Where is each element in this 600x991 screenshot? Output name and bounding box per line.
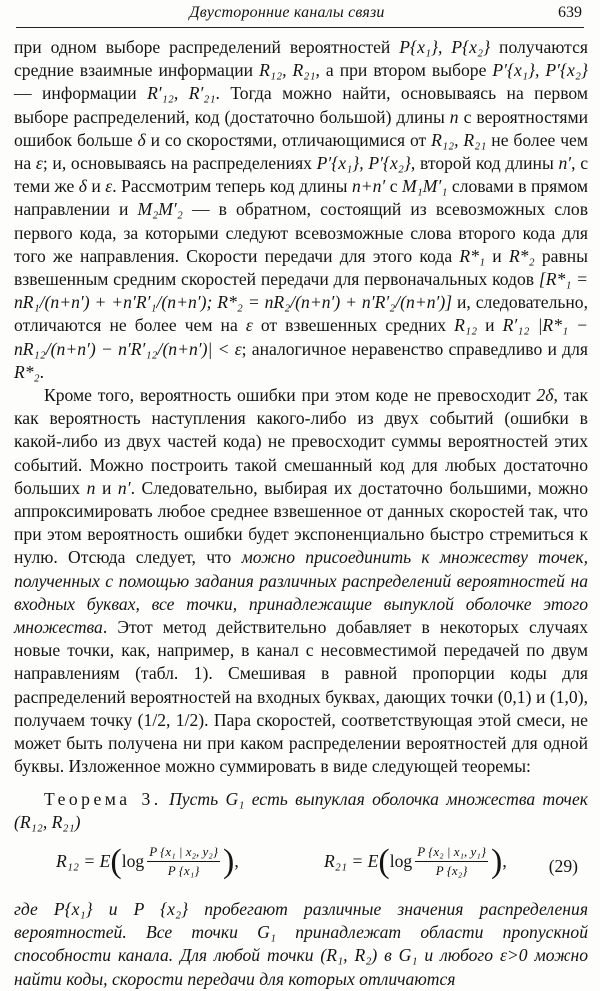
page-number: 639 <box>558 4 582 21</box>
equation-29 <box>14 840 588 890</box>
paragraph-2: Кроме того, вероятность ошибки при этом коде не превосходит 2δ, так как вероятность наступления какого-либо из двух событий (ошибки в какой-либо из двух частей кода) не превосходит суммы вероятностей этих событий. Можно построить такой смешанный код для любых достаточно больших n и n′. Следовательно, выбирая их достаточно большими, можно аппроксимировать любое среднее взвешенное от данных скоростей так, что при этом вероятность ошибки будет экспоненциально быстро стремиться к нулю. Отсюда следует, что можно присоединить к множеству точек, полученных с помощью задания различных распределений вероятностей на входных буквах, все точки, принадлежащие выпуклой оболочке этого множества. Этот метод действительно добавляет в некоторых случаях новые точки, как, например, в канал с несовместимой передачей по двум направлениям (табл. 1). Смешивая в равной пропорции коды для распределений вероятностей на входных буквах, дающих точки (0,1) и (1,0), получаем точку (1/2, 1/2). Пара скоростей, соответствующая этой смеси, не может быть получена ни при каком распределении вероятностей для одной буквы. Изложенное можно суммировать в виде следующей теоремы: <box>14 385 589 777</box>
fraction-r12: $\frac{\text{P \{x₁ | x₂, y₂\}}}{\text{P \{x₁\}}}$ <box>149 844 219 879</box>
equation-number: (29) <box>548 855 578 876</box>
formula-r12: R₁₂ = E ( log $\frac{\text{P \{x₁ | x₂, y₂\}}}{\text{P \{x₁\}}}$ ) , <box>56 842 239 880</box>
theorem-statement: Пусть G₁ есть выпуклая оболочка множества точек (R₁₂, R₂₁) <box>14 788 588 832</box>
theorem-label: Теорема 3. <box>44 788 162 809</box>
formula-r21: R₂₁ = E ( log $\frac{\text{P \{x₂ | x₁, y₁\}}}{\text{P \{x₂\}}}$ ) , <box>324 842 507 880</box>
theorem-3 <box>14 788 588 834</box>
body-text <box>14 36 588 991</box>
theorem-continuation: где P{x₁} и P {x₂} пробегают различные значения распределения вероятностей. Все точки G₁ принадлежат области пропускной способности канала. Для любой точки (R₁, R₂) в G₁ и любого ε>0 можно найти коды, скорости передачи для которых отличаются <box>14 898 588 989</box>
emphasized-statement: можно присоединить к множеству точек, полученных с помощью задания различных распределений вероятностей на входных буквах, все точки, принадлежащие выпуклой оболочке этого множества <box>14 547 589 638</box>
running-head-title: Двусторонние каналы связи <box>189 4 385 21</box>
fraction-r21: $\frac{\text{P \{x₂ | x₁, y₁\}}}{\text{P \{x₂\}}}$ <box>417 844 487 879</box>
running-head <box>16 0 584 28</box>
paragraph-1: при одном выборе распределений вероятностей P{x₁}, P{x₂} получаются средние взаимные информации R₁₂, R₂₁, а при втором выборе P′{x₁}, P′{x₂} — информации R′₁₂, R′₂₁. Тогда можно найти, основываясь на первом выборе распределений, код (достаточно большой) длины n с вероятностями ошибок больше δ и со скоростями, отличающимися от R₁₂, R₂₁ не более чем на ε; и, основываясь на распределениях P′{x₁}, P′{x₂}, второй код длины n′, с теми же δ и ε. Рассмотрим теперь код длины n+n′ с M₁M′₁ словами в прямом направлении и M₂M′₂ — в обратном, состоящий из всевозможных слов первого кода, за которыми следуют всевозможные слова второго кода для того же направления. Скорости передачи для этого кода R*₁ и R*₂ равны взвешенным средним скоростей передачи для первоначальных кодов [R*₁ = nR₁/(n+n′) + +n′R′₁/(n+n′); R*₂ = nR₂/(n+n′) + n′R′₂/(n+n′)] и, следовательно, отличаются не более чем на ε от взвешенных средних R₁₂ и R′₁₂ |R*₁ − nR₁₂/(n+n′) − n′R′₁₂/(n+n′)| < ε; аналогичное неравенство справедливо и для R*₂. <box>14 37 589 382</box>
